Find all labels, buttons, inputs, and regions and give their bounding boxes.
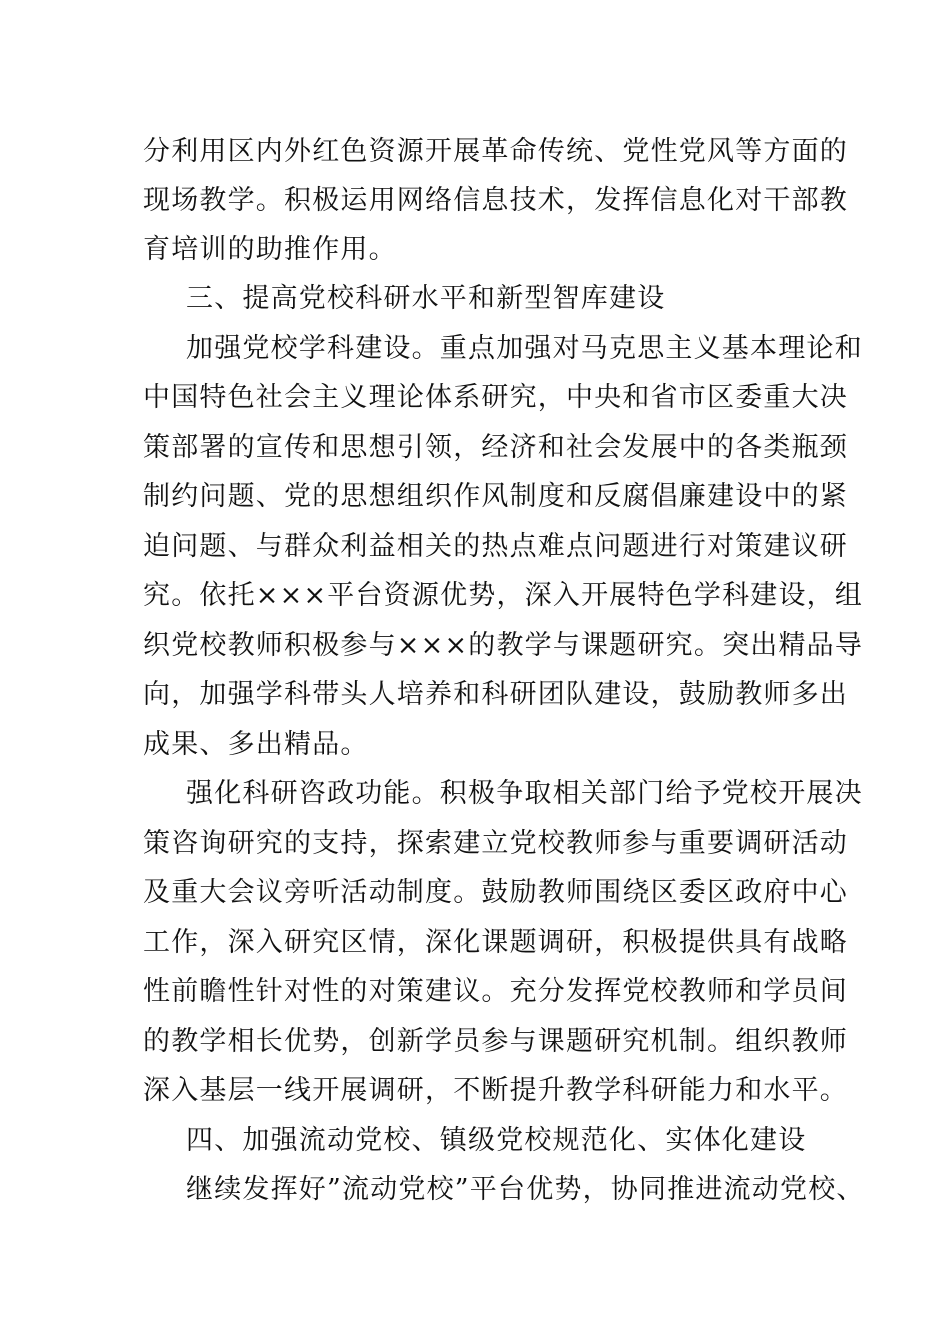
paragraph-line: 现场教学。积极运用网络信息技术，发挥信息化对干部教	[143, 185, 848, 216]
paragraph-line: 成果、多出精品。	[143, 729, 369, 760]
paragraph-line: 及重大会议旁听活动制度。鼓励教师围绕区委区政府中心	[143, 877, 848, 908]
paragraph-line: 继续发挥好”流动党校”平台优势，协同推进流动党校、	[186, 1174, 865, 1205]
paragraph-line: 向，加强学科带头人培养和科研团队建设，鼓励教师多出	[143, 679, 848, 710]
paragraph-line: 工作，深入研究区情，深化课题调研，积极提供具有战略	[143, 927, 848, 958]
paragraph-line: 制约问题、党的思想组织作风制度和反腐倡廉建设中的紧	[143, 481, 848, 512]
paragraph-line: 强化科研咨政功能。积极争取相关部门给予党校开展决	[186, 778, 863, 809]
paragraph-line: 分利用区内外红色资源开展革命传统、党性党风等方面的	[143, 136, 848, 167]
paragraph-line: 迫问题、与群众利益相关的热点难点问题进行对策建议研	[143, 531, 848, 562]
paragraph-line: 深入基层一线开展调研，不断提升教学科研能力和水平。	[143, 1075, 848, 1106]
paragraph-line: 的教学相长优势，创新学员参与课题研究机制。组织教师	[143, 1026, 848, 1057]
section-heading-4: 四、加强流动党校、镇级党校规范化、实体化建设	[186, 1125, 807, 1156]
paragraph-line: 织党校教师积极参与×××的教学与课题研究。突出精品导	[143, 630, 864, 661]
paragraph-line: 究。依托×××平台资源优势，深入开展特色学科建设，组	[143, 580, 864, 611]
paragraph-line: 中国特色社会主义理论体系研究，中央和省市区委重大决	[143, 382, 848, 413]
paragraph-line: 策部署的宣传和思想引领，经济和社会发展中的各类瓶颈	[143, 432, 848, 463]
section-heading-3: 三、提高党校科研水平和新型智库建设	[186, 283, 666, 314]
paragraph-line: 加强党校学科建设。重点加强对马克思主义基本理论和	[186, 333, 863, 364]
paragraph-line: 策咨询研究的支持，探索建立党校教师参与重要调研活动	[143, 828, 848, 859]
paragraph-line: 育培训的助推作用。	[143, 234, 397, 265]
paragraph-line: 性前瞻性针对性的对策建议。充分发挥党校教师和学员间	[143, 976, 848, 1007]
